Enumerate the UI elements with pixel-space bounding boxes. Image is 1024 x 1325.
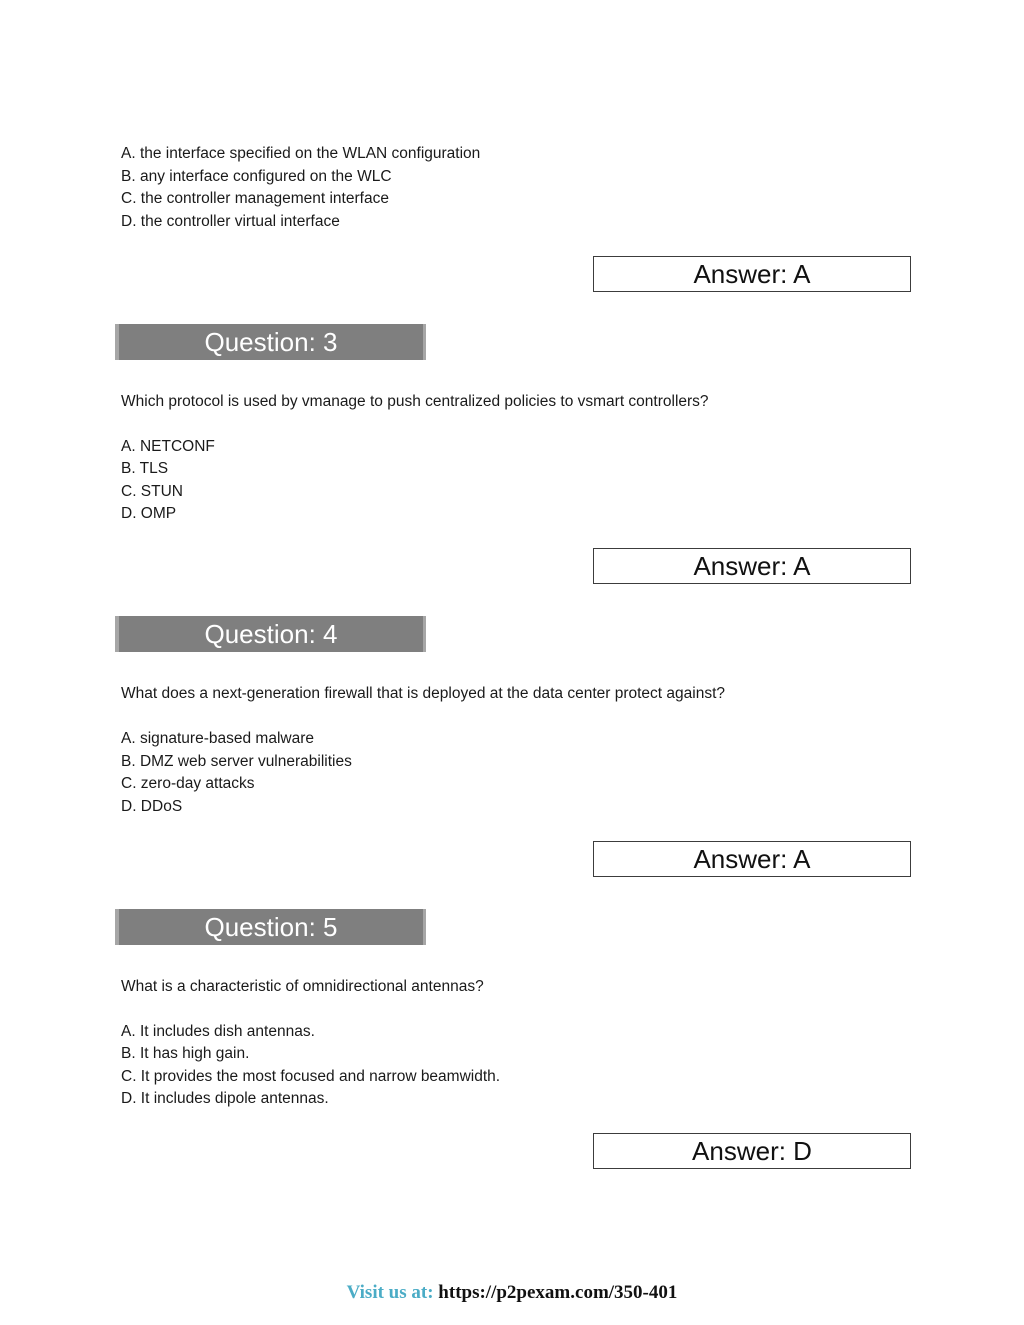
q2-option-c: C. the controller management interface [121,190,389,207]
footer-url-link[interactable]: https://p2pexam.com/350-401 [438,1282,678,1303]
q3-question-text: Which protocol is used by vmanage to push centralized policies to vsmart controllers? [121,393,709,410]
footer [0,1281,1024,1305]
q3-answer-box: Answer: A [593,548,911,584]
q5-question-text: What is a characteristic of omnidirectional antennas? [121,978,484,995]
q2-option-b: B. any interface configured on the WLC [121,168,392,185]
q4-header: Question: 4 [115,616,426,652]
q4-answer-box: Answer: A [593,841,911,877]
q2-option-d: D. the controller virtual interface [121,213,340,230]
q3-option-b: B. TLS [121,460,169,477]
q4-question-text: What does a next-generation firewall that is deployed at the data center protect against? [121,685,726,702]
footer-visit-label: Visit us at: [346,1282,434,1303]
q5-option-d: D. It includes dipole antennas. [121,1090,329,1107]
q4-option-b: B. DMZ web server vulnerabilities [121,753,352,770]
q4-option-d: D. DDoS [121,798,183,815]
q4-option-c: C. zero-day attacks [121,775,255,792]
q4-option-a: A. signature-based malware [121,730,314,747]
q5-option-b: B. It has high gain. [121,1045,250,1062]
q3-option-c: C. STUN [121,483,183,500]
q2-answer-box: Answer: A [593,256,911,292]
q5-header: Question: 5 [115,909,426,945]
q3-header: Question: 3 [115,324,426,360]
q3-option-a: A. NETCONF [121,438,215,455]
q5-option-a: A. It includes dish antennas. [121,1023,315,1040]
q2-option-a: A. the interface specified on the WLAN configuration [121,145,481,162]
q5-option-c: C. It provides the most focused and narrow beamwidth. [121,1068,501,1085]
q3-option-d: D. OMP [121,505,177,522]
q5-answer-box: Answer: D [593,1133,911,1169]
